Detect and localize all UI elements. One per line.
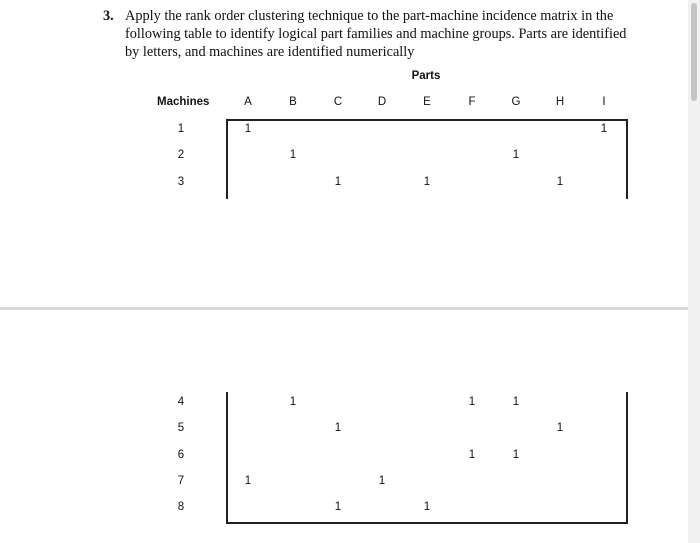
incidence-cell: 1 [334, 422, 342, 434]
part-label: B [289, 96, 297, 108]
incidence-cell: 1 [334, 176, 342, 188]
scrollbar-thumb[interactable] [691, 3, 697, 101]
part-label: C [333, 96, 343, 108]
machine-label: 5 [177, 422, 185, 434]
matrix-left-border [226, 392, 228, 524]
matrix-right-border [626, 119, 628, 199]
matrix-top-border [226, 119, 628, 121]
incidence-cell: 1 [244, 123, 252, 135]
incidence-cell: 1 [423, 501, 431, 513]
parts-header: Parts [411, 70, 441, 82]
incidence-cell: 1 [512, 449, 520, 461]
part-label: A [244, 96, 252, 108]
incidence-cell: 1 [289, 396, 297, 408]
part-label: H [555, 96, 565, 108]
incidence-cell: 1 [512, 396, 520, 408]
question-line: Apply the rank order clustering technique to the part-machine incidence matrix in the [125, 8, 614, 24]
matrix-right-border [626, 392, 628, 524]
incidence-cell: 1 [378, 475, 386, 487]
incidence-cell: 1 [289, 149, 297, 161]
part-label: I [602, 96, 606, 108]
incidence-cell: 1 [468, 396, 476, 408]
incidence-cell: 1 [334, 501, 342, 513]
incidence-cell: 1 [600, 123, 608, 135]
machine-label: 2 [177, 149, 185, 161]
question-number: 3. [103, 8, 114, 24]
machine-label: 3 [177, 176, 185, 188]
incidence-cell: 1 [244, 475, 252, 487]
machine-label: 6 [177, 449, 185, 461]
document-page-lower [0, 310, 687, 543]
matrix-bottom-border [226, 522, 628, 524]
machine-label: 7 [177, 475, 185, 487]
part-label: D [377, 96, 387, 108]
incidence-cell: 1 [468, 449, 476, 461]
incidence-cell: 1 [556, 176, 564, 188]
machine-label: 1 [177, 123, 185, 135]
question-line: following table to identify logical part families and machine groups. Parts are identified [125, 26, 627, 42]
part-label: G [511, 96, 521, 108]
question-line: by letters, and machines are identified numerically [125, 44, 415, 60]
part-label: E [423, 96, 431, 108]
machines-header: Machines [157, 96, 210, 108]
vertical-scrollbar[interactable] [688, 0, 700, 543]
machine-label: 4 [177, 396, 185, 408]
incidence-cell: 1 [556, 422, 564, 434]
part-label: F [468, 96, 476, 108]
matrix-left-border [226, 119, 228, 199]
incidence-cell: 1 [512, 149, 520, 161]
incidence-cell: 1 [423, 176, 431, 188]
machine-label: 8 [177, 501, 185, 513]
question-text [125, 7, 625, 61]
